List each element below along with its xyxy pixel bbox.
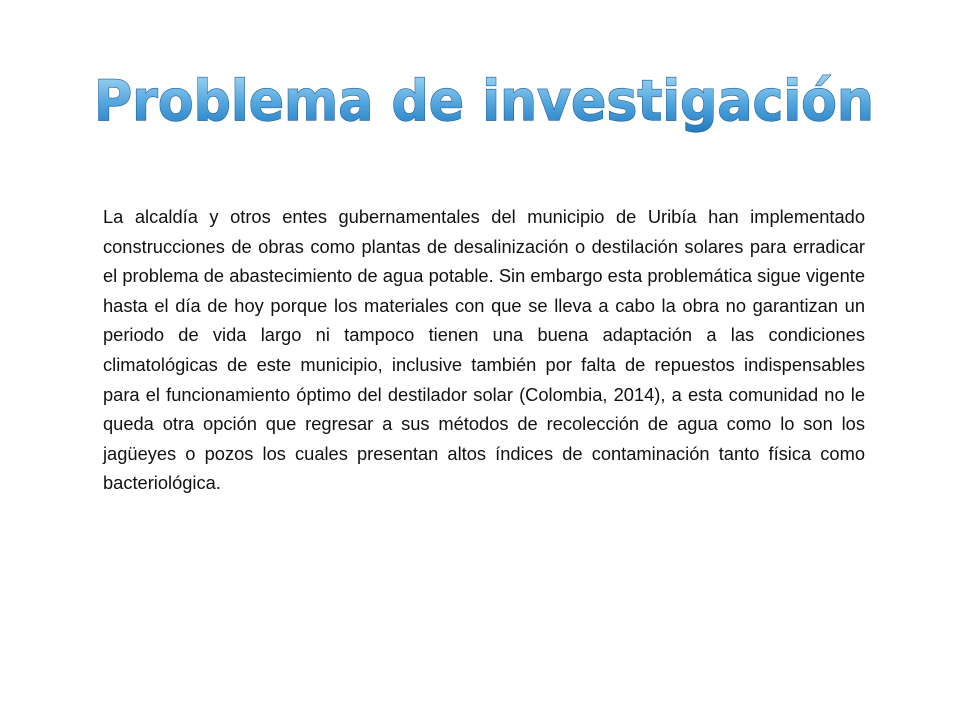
slide-title-graphic [0, 58, 960, 148]
body-paragraph: La alcaldía y otros entes gubernamentales del municipio de Uribía han implementado construcciones de obras como plantas de desalinización o destilación solares para erradicar el problema de abastecimiento de agua potable. Sin embargo esta problemática sigue vigente hasta el día de hoy porque los materiales con que se lleva a cabo la obra no garantizan un periodo de vida largo ni tampoco tienen una buena adaptación a las condiciones climatológicas de este municipio, inclusive también por falta de repuestos indispensables para el funcionamiento óptimo del destilador solar (Colombia, 2014), a esta comunidad no le queda otra opción que regresar a sus métodos de recolección de agua como lo son los jagüeyes o pozos los cuales presentan altos índices de contaminación tanto física como bacteriológica. [103, 206, 865, 494]
slide-title: Problema de investigación [94, 69, 874, 134]
slide-title-container [0, 58, 960, 148]
